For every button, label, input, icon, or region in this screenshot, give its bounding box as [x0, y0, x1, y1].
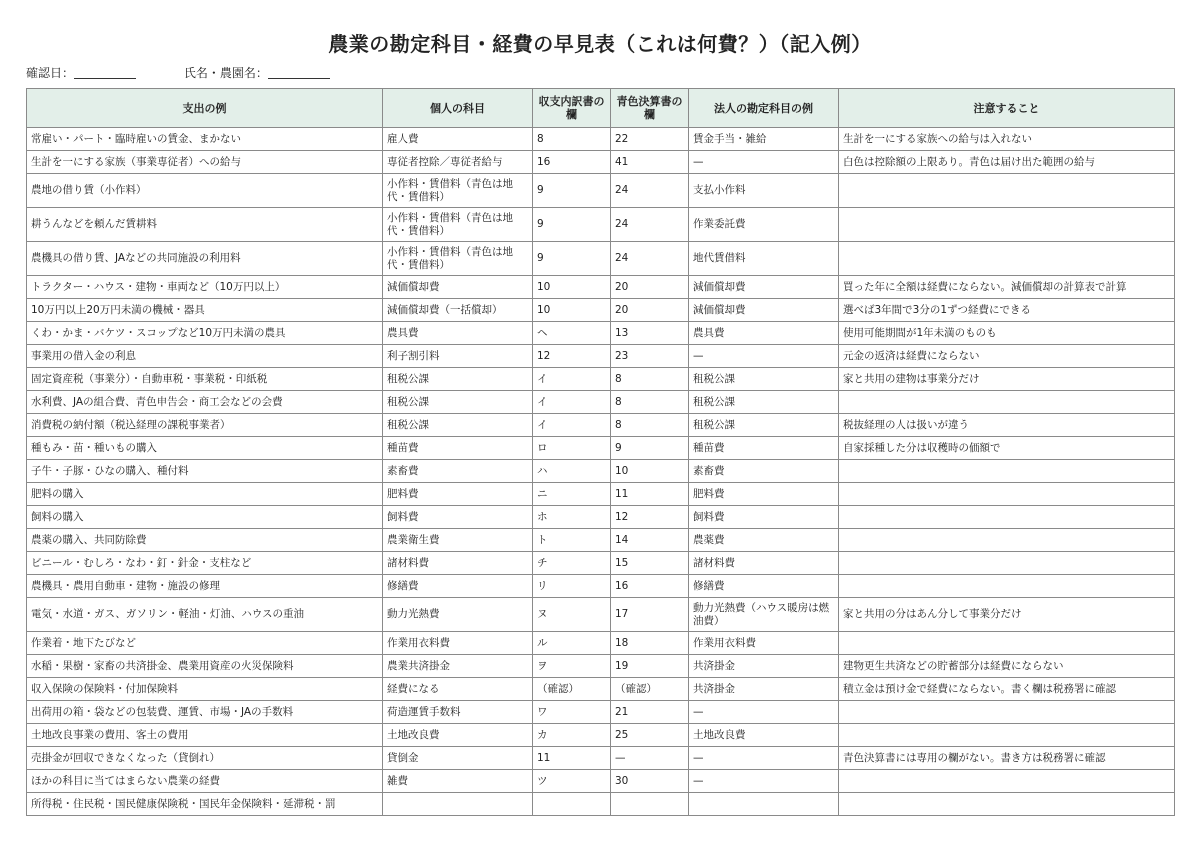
cell-expense-example: 売掛金が回収できなくなった（貸倒れ）	[27, 747, 383, 770]
table-row	[27, 151, 1175, 174]
cell-personal-account: 貸倒金	[383, 747, 533, 770]
table-row	[27, 793, 1175, 816]
cell-corporate-account: 租税公課	[689, 391, 839, 414]
cell-expense-example: 農薬の購入、共同防除費	[27, 529, 383, 552]
cell-corporate-account: 諸材料費	[689, 552, 839, 575]
cell-corporate-account: —	[689, 770, 839, 793]
cell-notes	[839, 506, 1175, 529]
cell-income-statement-column: カ	[533, 724, 611, 747]
cell-personal-account: 小作料・賃借料（青色は地代・賃借料）	[383, 174, 533, 208]
page-title: 農業の勘定科目・経費の早見表（これは何費？）（記入例）	[328, 32, 872, 56]
table-row	[27, 174, 1175, 208]
cell-income-statement-column: ハ	[533, 460, 611, 483]
cell-notes	[839, 391, 1175, 414]
cell-income-statement-column: 11	[533, 747, 611, 770]
cell-corporate-account: 共済掛金	[689, 678, 839, 701]
table-row	[27, 747, 1175, 770]
cell-blue-return-column: 8	[611, 391, 689, 414]
cell-personal-account: 素畜費	[383, 460, 533, 483]
cell-expense-example: 作業着・地下たびなど	[27, 632, 383, 655]
cell-income-statement-column: 10	[533, 276, 611, 299]
cell-blue-return-column: 8	[611, 414, 689, 437]
table-row	[27, 128, 1175, 151]
cell-corporate-account: —	[689, 151, 839, 174]
cell-expense-example: 所得税・住民税・国民健康保険税・国民年金保険料・延滞税・罰	[27, 793, 383, 816]
cell-blue-return-column: 9	[611, 437, 689, 460]
cell-income-statement-column: 9	[533, 208, 611, 242]
cell-notes	[839, 529, 1175, 552]
table-header-row	[27, 89, 1175, 128]
cell-corporate-account: 素畜費	[689, 460, 839, 483]
cell-blue-return-column: （確認）	[611, 678, 689, 701]
cell-notes: 税抜経理の人は扱いが違う	[839, 414, 1175, 437]
cell-personal-account: 修繕費	[383, 575, 533, 598]
table-row	[27, 208, 1175, 242]
cell-income-statement-column: ロ	[533, 437, 611, 460]
header-personal-account: 個人の科目	[383, 89, 533, 128]
cell-expense-example: 農機具の借り賃、JAなどの共同施設の利用料	[27, 242, 383, 276]
cell-notes: 使用可能期間が1年未満のものも	[839, 322, 1175, 345]
cell-expense-example: 電気・水道・ガス、ガソリン・軽油・灯油、ハウスの重油	[27, 598, 383, 632]
cell-notes	[839, 632, 1175, 655]
cell-notes	[839, 552, 1175, 575]
cell-corporate-account: 飼料費	[689, 506, 839, 529]
cell-corporate-account: 減価償却費	[689, 276, 839, 299]
cell-personal-account	[383, 793, 533, 816]
table-row	[27, 552, 1175, 575]
table-row	[27, 724, 1175, 747]
cell-corporate-account: 肥料費	[689, 483, 839, 506]
cell-blue-return-column: 24	[611, 174, 689, 208]
cell-notes	[839, 701, 1175, 724]
table-row	[27, 299, 1175, 322]
cell-income-statement-column: ホ	[533, 506, 611, 529]
cell-corporate-account: 減価償却費	[689, 299, 839, 322]
cell-blue-return-column: 24	[611, 208, 689, 242]
cell-income-statement-column: 12	[533, 345, 611, 368]
table-row	[27, 529, 1175, 552]
cell-blue-return-column: 10	[611, 460, 689, 483]
cell-personal-account: 雇人費	[383, 128, 533, 151]
cell-notes	[839, 575, 1175, 598]
cell-expense-example: 出荷用の箱・袋などの包装費、運賃、市場・JAの手数料	[27, 701, 383, 724]
cell-corporate-account: 共済掛金	[689, 655, 839, 678]
header-income-statement-column: 収支内訳書の欄	[533, 89, 611, 128]
cell-income-statement-column: ヘ	[533, 322, 611, 345]
cell-corporate-account: 農具費	[689, 322, 839, 345]
cell-notes: 積立金は預け金で経費にならない。書く欄は税務署に確認	[839, 678, 1175, 701]
cell-expense-example: くわ・かま・バケツ・スコップなど10万円未満の農具	[27, 322, 383, 345]
cell-corporate-account: 租税公課	[689, 368, 839, 391]
cell-corporate-account: —	[689, 701, 839, 724]
cell-notes: 家と共用の分はあん分して事業分だけ	[839, 598, 1175, 632]
cell-personal-account: 農業共済掛金	[383, 655, 533, 678]
cell-corporate-account: 地代賃借料	[689, 242, 839, 276]
cell-personal-account: 荷造運賃手数料	[383, 701, 533, 724]
cell-blue-return-column: 20	[611, 299, 689, 322]
header-blue-return-column: 青色決算書の欄	[611, 89, 689, 128]
cell-expense-example: 水稲・果樹・家畜の共済掛金、農業用資産の火災保険料	[27, 655, 383, 678]
cell-blue-return-column: 18	[611, 632, 689, 655]
cell-expense-example: 子牛・子豚・ひなの購入、種付料	[27, 460, 383, 483]
cell-notes: 自家採種した分は収穫時の価額で	[839, 437, 1175, 460]
cell-expense-example: 収入保険の保険料・付加保険料	[27, 678, 383, 701]
header-expense-example: 支出の例	[27, 89, 383, 128]
cell-income-statement-column: 9	[533, 174, 611, 208]
cell-expense-example: 肥料の購入	[27, 483, 383, 506]
cell-expense-example: 消費税の納付額（税込経理の課税事業者）	[27, 414, 383, 437]
cell-expense-example: 土地改良事業の費用、客土の費用	[27, 724, 383, 747]
cell-income-statement-column: （確認）	[533, 678, 611, 701]
cell-personal-account: 動力光熱費	[383, 598, 533, 632]
cell-notes	[839, 208, 1175, 242]
cell-expense-example: トラクター・ハウス・建物・車両など（10万円以上）	[27, 276, 383, 299]
cell-corporate-account: 種苗費	[689, 437, 839, 460]
cell-blue-return-column: 25	[611, 724, 689, 747]
cell-personal-account: 農業衛生費	[383, 529, 533, 552]
cell-expense-example: 農機具・農用自動車・建物・施設の修理	[27, 575, 383, 598]
cell-blue-return-column: —	[611, 747, 689, 770]
cell-income-statement-column	[533, 793, 611, 816]
cell-personal-account: 利子割引料	[383, 345, 533, 368]
cell-income-statement-column: ニ	[533, 483, 611, 506]
cell-blue-return-column: 23	[611, 345, 689, 368]
date-blank	[74, 66, 136, 79]
cell-personal-account: 農具費	[383, 322, 533, 345]
cell-income-statement-column: 16	[533, 151, 611, 174]
cell-income-statement-column: ト	[533, 529, 611, 552]
name-label: 氏名・農園名：	[183, 66, 268, 80]
cell-blue-return-column: 21	[611, 701, 689, 724]
cell-corporate-account: 修繕費	[689, 575, 839, 598]
cell-corporate-account	[689, 793, 839, 816]
cell-personal-account: 飼料費	[383, 506, 533, 529]
cell-expense-example: 生計を一にする家族（事業専従者）への給与	[27, 151, 383, 174]
name-blank	[268, 66, 330, 79]
table-row	[27, 345, 1175, 368]
cell-expense-example: 農地の借り賃（小作料）	[27, 174, 383, 208]
table-row	[27, 655, 1175, 678]
table-row	[27, 575, 1175, 598]
cell-notes: 家と共用の建物は事業分だけ	[839, 368, 1175, 391]
cell-income-statement-column: チ	[533, 552, 611, 575]
cell-blue-return-column: 30	[611, 770, 689, 793]
table-row	[27, 276, 1175, 299]
cell-notes	[839, 174, 1175, 208]
cell-personal-account: 雑費	[383, 770, 533, 793]
cell-notes	[839, 460, 1175, 483]
cell-corporate-account: 作業委託費	[689, 208, 839, 242]
cell-income-statement-column: イ	[533, 368, 611, 391]
cell-income-statement-column: イ	[533, 414, 611, 437]
cell-corporate-account: 農薬費	[689, 529, 839, 552]
cell-personal-account: 小作料・賃借料（青色は地代・賃借料）	[383, 208, 533, 242]
cell-expense-example: 水利費、JAの組合費、青色申告会・商工会などの会費	[27, 391, 383, 414]
cell-notes: 青色決算書には専用の欄がない。書き方は税務署に確認	[839, 747, 1175, 770]
cell-blue-return-column: 15	[611, 552, 689, 575]
cell-blue-return-column: 11	[611, 483, 689, 506]
cell-blue-return-column: 16	[611, 575, 689, 598]
meta-line	[26, 64, 330, 81]
cell-expense-example: 常雇い・パート・臨時雇いの賃金、まかない	[27, 128, 383, 151]
cell-corporate-account: 支払小作料	[689, 174, 839, 208]
cell-income-statement-column: ツ	[533, 770, 611, 793]
table-row	[27, 598, 1175, 632]
cell-income-statement-column: ワ	[533, 701, 611, 724]
cell-income-statement-column: リ	[533, 575, 611, 598]
cell-personal-account: 肥料費	[383, 483, 533, 506]
cell-personal-account: 専従者控除／専従者給与	[383, 151, 533, 174]
cell-notes: 白色は控除額の上限あり。青色は届け出た範囲の給与	[839, 151, 1175, 174]
cell-income-statement-column: ヌ	[533, 598, 611, 632]
cell-blue-return-column: 24	[611, 242, 689, 276]
date-label: 確認日：	[26, 66, 75, 80]
cell-corporate-account: 作業用衣料費	[689, 632, 839, 655]
header-notes: 注意すること	[839, 89, 1175, 128]
cell-blue-return-column: 22	[611, 128, 689, 151]
cell-blue-return-column: 8	[611, 368, 689, 391]
expense-table	[26, 88, 1175, 816]
cell-expense-example: 事業用の借入金の利息	[27, 345, 383, 368]
cell-notes: 元金の返済は経費にならない	[839, 345, 1175, 368]
cell-notes	[839, 483, 1175, 506]
cell-personal-account: 小作料・賃借料（青色は地代・賃借料）	[383, 242, 533, 276]
cell-notes	[839, 793, 1175, 816]
cell-income-statement-column: 8	[533, 128, 611, 151]
cell-notes	[839, 242, 1175, 276]
cell-notes	[839, 770, 1175, 793]
table-row	[27, 391, 1175, 414]
cell-personal-account: 租税公課	[383, 368, 533, 391]
table-row	[27, 483, 1175, 506]
cell-expense-example: 種もみ・苗・種いもの購入	[27, 437, 383, 460]
cell-income-statement-column: ル	[533, 632, 611, 655]
cell-personal-account: 作業用衣料費	[383, 632, 533, 655]
cell-corporate-account: 動力光熱費（ハウス暖房は燃油費）	[689, 598, 839, 632]
cell-notes: 建物更生共済などの貯蓄部分は経費にならない	[839, 655, 1175, 678]
cell-personal-account: 租税公課	[383, 391, 533, 414]
table-row	[27, 414, 1175, 437]
table-row	[27, 437, 1175, 460]
cell-blue-return-column: 13	[611, 322, 689, 345]
cell-blue-return-column: 41	[611, 151, 689, 174]
table-row	[27, 632, 1175, 655]
cell-blue-return-column	[611, 793, 689, 816]
table-row	[27, 368, 1175, 391]
table-row	[27, 770, 1175, 793]
cell-income-statement-column: イ	[533, 391, 611, 414]
cell-corporate-account: —	[689, 345, 839, 368]
table-row	[27, 460, 1175, 483]
cell-notes: 買った年に全額は経費にならない。減価償却の計算表で計算	[839, 276, 1175, 299]
cell-personal-account: 土地改良費	[383, 724, 533, 747]
cell-expense-example: ほかの科目に当てはまらない農業の経費	[27, 770, 383, 793]
cell-blue-return-column: 19	[611, 655, 689, 678]
cell-corporate-account: 租税公課	[689, 414, 839, 437]
cell-personal-account: 租税公課	[383, 414, 533, 437]
cell-notes	[839, 724, 1175, 747]
cell-income-statement-column: ヲ	[533, 655, 611, 678]
cell-expense-example: 耕うんなどを頼んだ賃耕料	[27, 208, 383, 242]
table-row	[27, 701, 1175, 724]
cell-personal-account: 減価償却費（一括償却）	[383, 299, 533, 322]
cell-corporate-account: —	[689, 747, 839, 770]
cell-expense-example: 飼料の購入	[27, 506, 383, 529]
table-row	[27, 506, 1175, 529]
cell-notes: 生計を一にする家族への給与は入れない	[839, 128, 1175, 151]
cell-income-statement-column: 10	[533, 299, 611, 322]
table-row	[27, 242, 1175, 276]
cell-blue-return-column: 17	[611, 598, 689, 632]
cell-personal-account: 諸材料費	[383, 552, 533, 575]
cell-blue-return-column: 20	[611, 276, 689, 299]
cell-corporate-account: 土地改良費	[689, 724, 839, 747]
cell-notes: 選べば3年間で3分の1ずつ経費にできる	[839, 299, 1175, 322]
table-row	[27, 322, 1175, 345]
table-row	[27, 678, 1175, 701]
cell-expense-example: 固定資産税（事業分）・自動車税・事業税・印紙税	[27, 368, 383, 391]
cell-personal-account: 減価償却費	[383, 276, 533, 299]
table-body	[27, 128, 1175, 816]
header-corporate-account: 法人の勘定科目の例	[689, 89, 839, 128]
cell-personal-account: 経費になる	[383, 678, 533, 701]
cell-blue-return-column: 12	[611, 506, 689, 529]
cell-blue-return-column: 14	[611, 529, 689, 552]
cell-expense-example: ビニール・むしろ・なわ・釘・針金・支柱など	[27, 552, 383, 575]
cell-income-statement-column: 9	[533, 242, 611, 276]
cell-corporate-account: 賃金手当・雑給	[689, 128, 839, 151]
cell-expense-example: 10万円以上20万円未満の機械・器具	[27, 299, 383, 322]
cell-personal-account: 種苗費	[383, 437, 533, 460]
